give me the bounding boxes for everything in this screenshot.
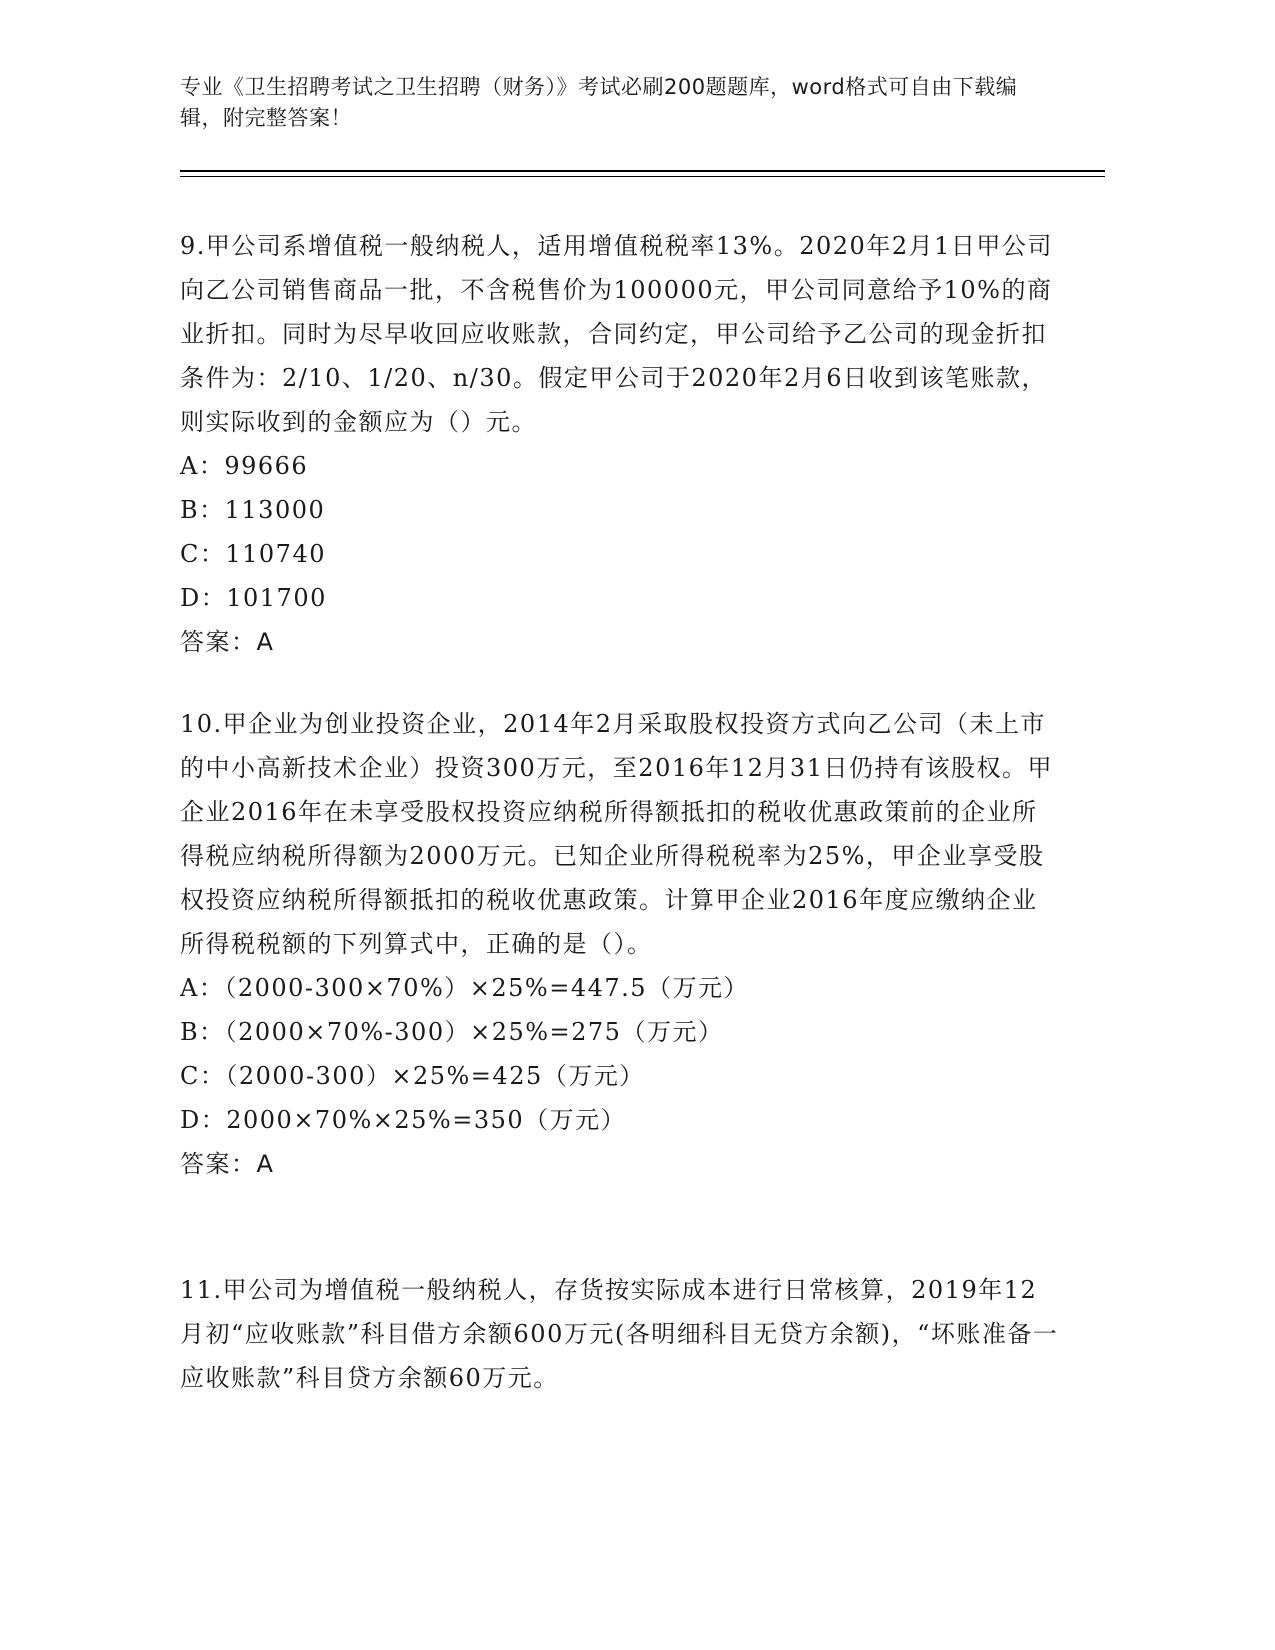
option-a: A：99666 <box>180 452 309 480</box>
document-header: 专业《卫生招聘考试之卫生招聘（财务）》考试必刷200题题库，word格式可自由下载编辑，附完整答案！ <box>180 75 1018 130</box>
option-c: C：（2000-300）×25%=425（万元） <box>180 1062 645 1090</box>
question-text: 11.甲公司为增值税一般纳税人，存货按实际成本进行日常核算，2019年12月初“应收账款”科目借方余额600万元(各明细科目无贷方余额)，“坏账准备一应收账款”科目贷方余额60万元。 <box>180 1276 1059 1392</box>
question-11 <box>180 1268 1060 1400</box>
header-divider-thick <box>180 170 1105 172</box>
option-b: B：（2000×70%-300）×25%=275（万元） <box>180 1018 724 1046</box>
answer-label: 答案：A <box>180 628 275 656</box>
option-d: D：101700 <box>180 584 327 612</box>
option-a: A：（2000-300×70%）×25%=447.5（万元） <box>180 974 750 1002</box>
option-d: D：2000×70%×25%=350（万元） <box>180 1106 627 1134</box>
question-text: 10.甲企业为创业投资企业，2014年2月采取股权投资方式向乙公司（未上市的中小高新技术企业）投资300万元，至2016年12月31日仍持有该股权。甲企业2016年在未享受股权投资应纳税所得额抵扣的税收优惠政策前的企业所得税应纳税所得额为2000万元。已知企业所得税税率为25%，甲企业享受股权投资应纳税所得额抵扣的税收优惠政策。计算甲企业2016年度应缴纳企业所得税税额的下列算式中，正确的是（）。 <box>180 710 1053 958</box>
header-divider-thin <box>180 176 1105 177</box>
question-9 <box>180 224 1060 664</box>
answer-label: 答案：A <box>180 1150 275 1178</box>
option-b: B：113000 <box>180 496 326 524</box>
question-10 <box>180 702 1060 1186</box>
question-text: 9.甲公司系增值税一般纳税人，适用增值税税率13%。2020年2月1日甲公司向乙公司销售商品一批，不含税售价为100000元，甲公司同意给予10%的商业折扣。同时为尽早收回应收账款，合同约定，甲公司给予乙公司的现金折扣条件为：2/10、1/20、n/30。假定甲公司于2020年2月6日收到该笔账款，则实际收到的金额应为（）元。 <box>180 232 1053 436</box>
option-c: C：110740 <box>180 540 326 568</box>
